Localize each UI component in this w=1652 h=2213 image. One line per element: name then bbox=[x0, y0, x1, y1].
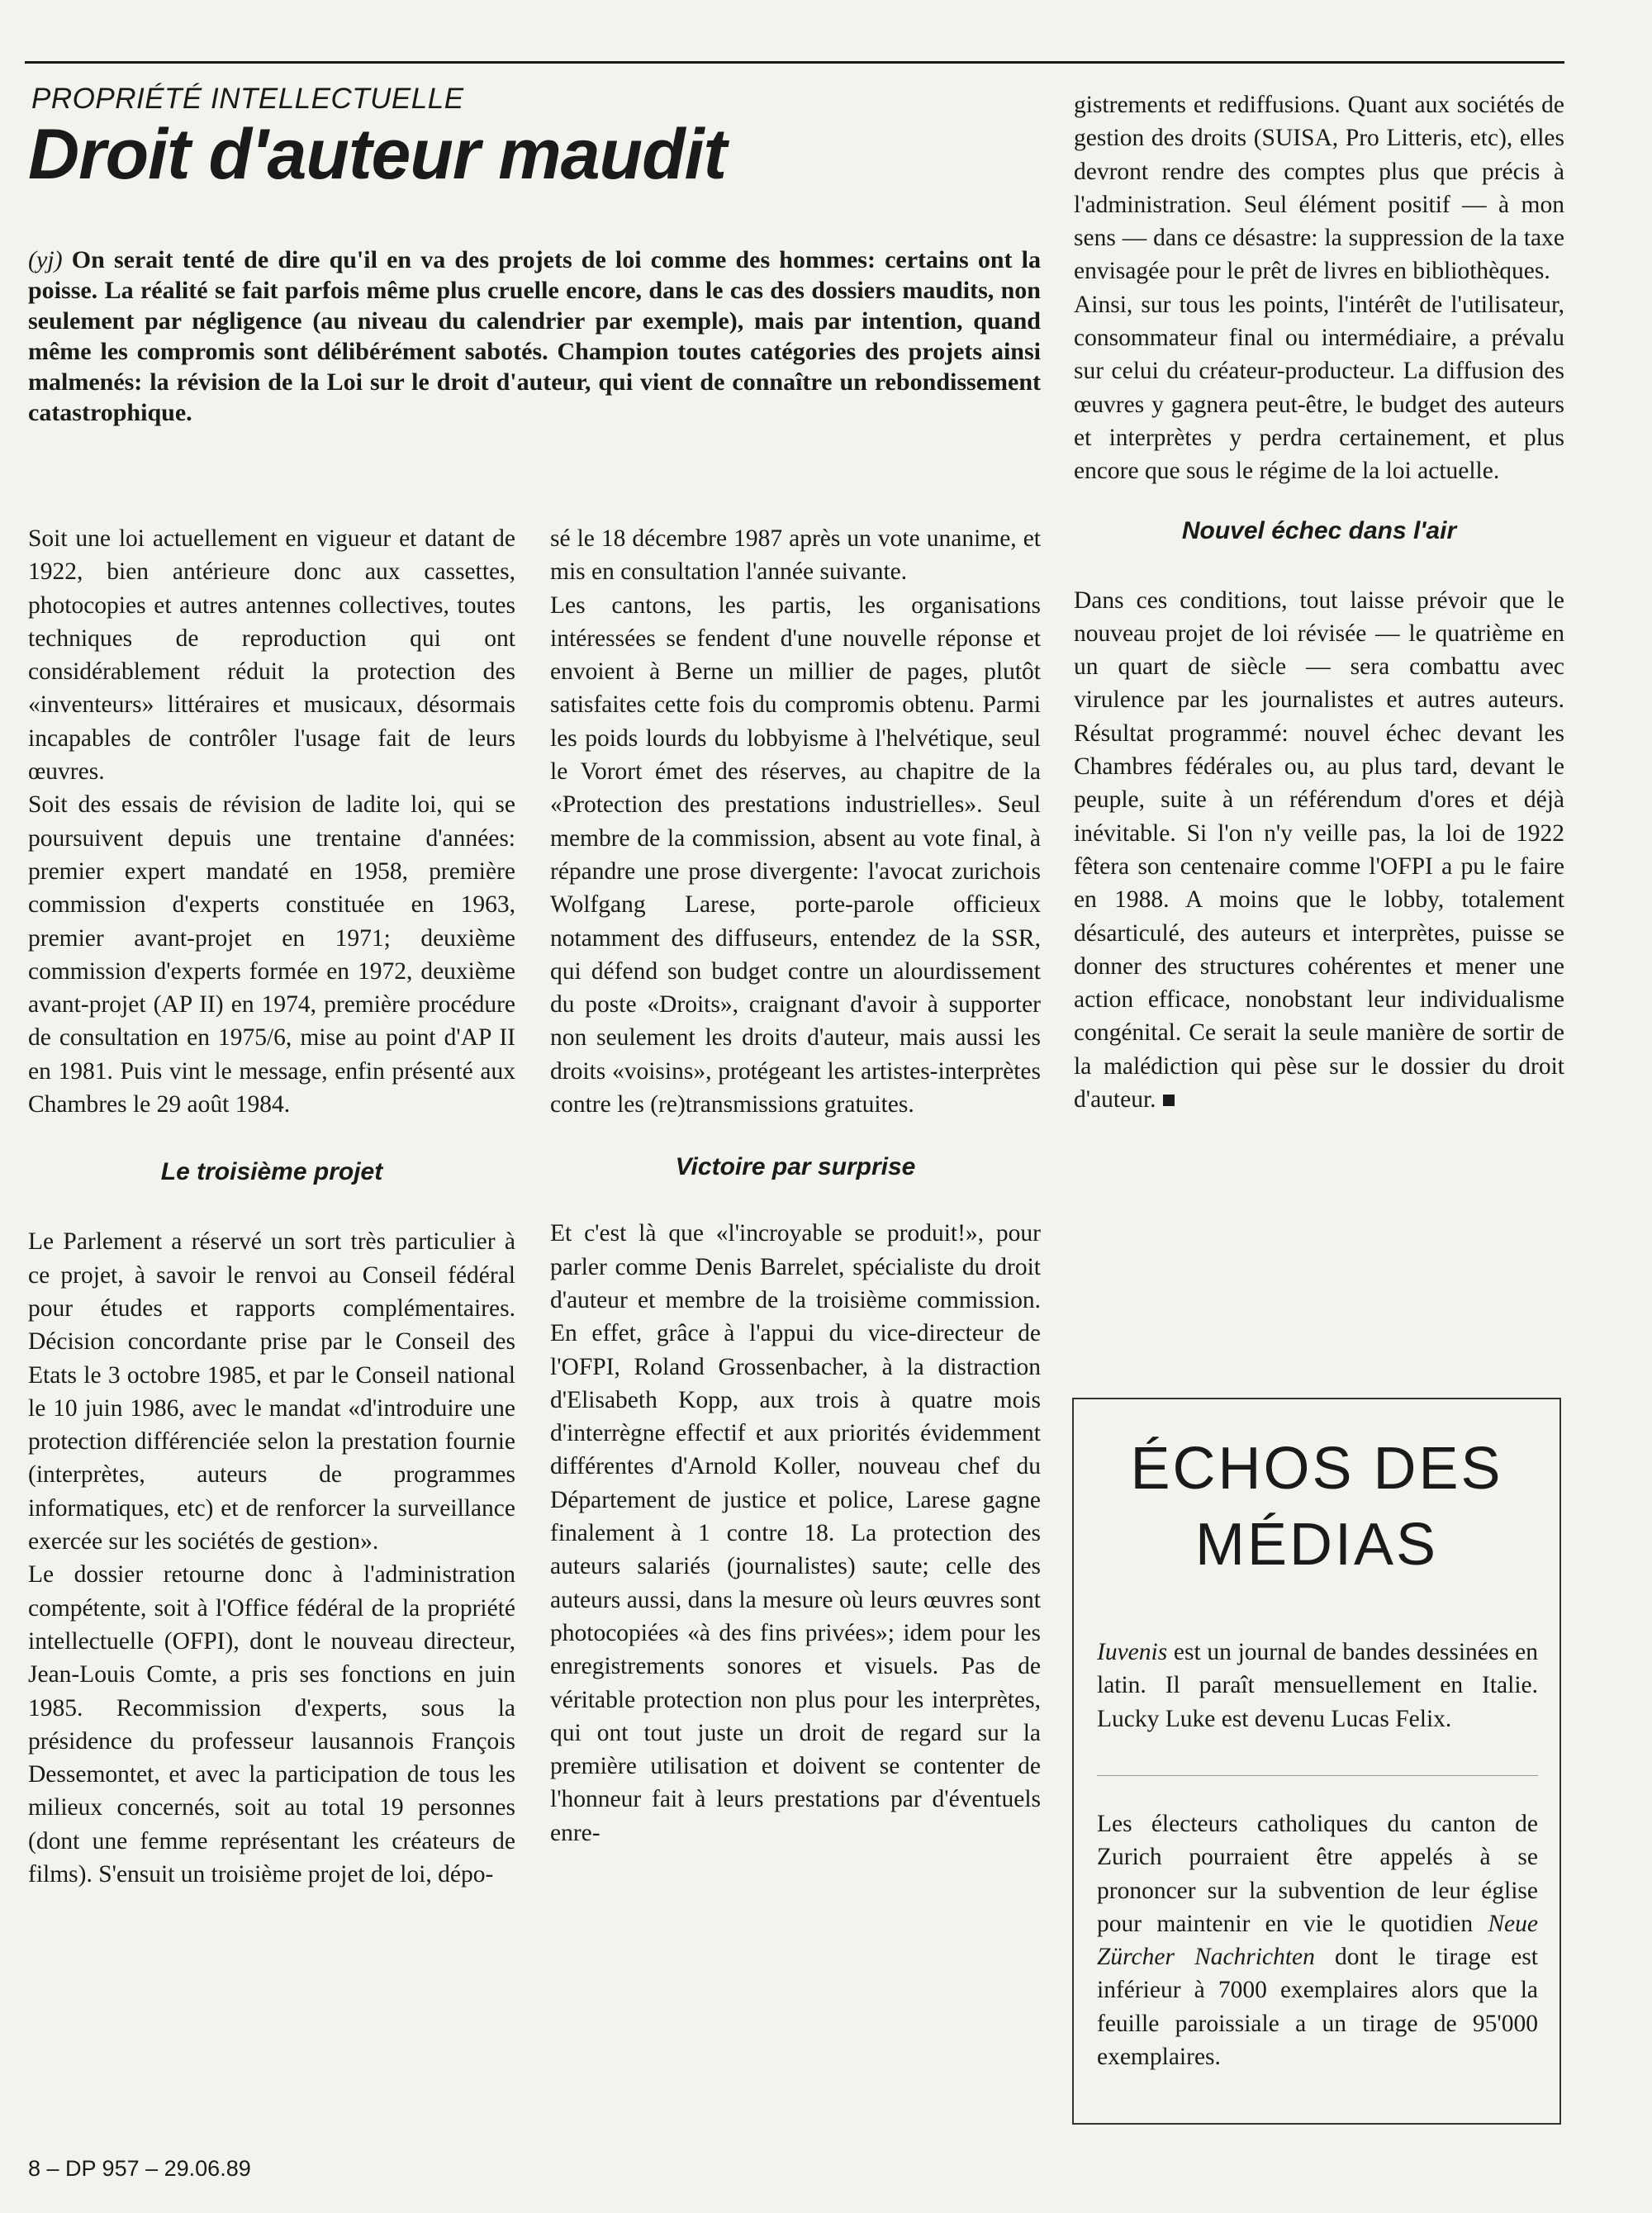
box-news-item bbox=[1097, 1807, 1538, 2073]
box-item-text: Les électeurs catholiques du canton de Zurich pourraient être appelés à se prononcer sur la subvention de leur église pour maintenir en vie le quotidien bbox=[1097, 1811, 1538, 1937]
column-3 bbox=[1074, 88, 1564, 1116]
box-title bbox=[1074, 1431, 1559, 1583]
box-title-line: ÉCHOS DES bbox=[1130, 1436, 1503, 1502]
top-rule bbox=[25, 61, 1564, 64]
page-footer: 8 – DP 957 – 29.06.89 bbox=[28, 2156, 251, 2181]
box-item-text: est un journal de bandes dessinées en latin. Il paraît mensuellement en Italie. Lucky Luke est devenu Lucas Felix. bbox=[1097, 1639, 1538, 1732]
paragraph: Ainsi, sur tous les points, l'intérêt de l'utilisateur, consommateur final ou intermédiaire, a prévalu sur celui du créateur-producteur. La diffusion des œuvres y gagnera peut-être, le budget des auteurs et interprètes y perdra certainement, et plus encore que sous le régime de la loi actuelle. bbox=[1074, 291, 1564, 485]
lede-text: On serait tenté de dire qu'il en va des projets de loi comme des hommes: certains ont la poisse. La réalité se fait parfois même plus cruelle encore, dans le cas des dossiers maudits, non seulement par négligence (au niveau du calendrier par exemple), mais par intention, quand même les compromis sont délibérément sabotés. Champion toutes catégories des projets ainsi malmenés: la révision de la Loi sur le droit d'auteur, qui vient de connaître un rebondissement catastrophique. bbox=[28, 246, 1042, 426]
subheading: Victoire par surprise bbox=[675, 1153, 916, 1181]
box-title-line: MÉDIAS bbox=[1194, 1512, 1439, 1578]
paragraph-final bbox=[1074, 584, 1564, 1117]
author-initials: (yj) bbox=[28, 246, 63, 273]
column-2 bbox=[550, 522, 1041, 1850]
end-of-article-square-icon bbox=[1163, 1095, 1175, 1106]
box-news-item bbox=[1097, 1636, 1538, 1736]
box-item-text: dont le tirage est inférieur à 7000 exemplaires alors que la feuille paroissiale a un tirage de 95'000 exemplaires. bbox=[1097, 1944, 1538, 2071]
paragraph-text: Dans ces conditions, tout laisse prévoir que le nouveau projet de loi révisée — le quatrième en un quart de siècle — sera combattu avec virulence par les journalistes et autres auteurs. Résultat programmé: nouvel échec devant les Chambres fédérales ou, au plus tard, devant le peuple, suite à un référendum d'ores et déjà inévitable. Si l'on n'y veille pas, la loi de 1922 fêtera son centenaire comme l'OFPI a pu le faire en 1988. A moins que le lobby, totalement désarticulé, des auteurs et interprètes, puisse se donner des structures cohérentes et mener une action efficace, nonobstant leur individualisme congénital. Ce serait la seule manière de sortir de la malédiction qui pèse sur le dossier du droit d'auteur. bbox=[1074, 586, 1564, 1114]
article-lede bbox=[28, 245, 1041, 428]
paragraph: sé le 18 décembre 1987 après un vote unanime, et mis en consultation l'année suivante. bbox=[550, 525, 1041, 586]
publication-name: Iuvenis bbox=[1097, 1639, 1168, 1665]
paragraph: Soit une loi actuellement en vigueur et datant de 1922, bien antérieure donc aux cassettes, photocopies et autres antennes collectives, toutes techniques de reproduction qui ont considérablement réduit la protection des «inventeurs» littéraires et musicaux, désormais incapables de contrôler l'usage fait de leurs œuvres. bbox=[28, 525, 515, 786]
section-kicker: PROPRIÉTÉ INTELLECTUELLE bbox=[31, 83, 464, 115]
media-echoes-box bbox=[1072, 1398, 1561, 2125]
paragraph: Soit des essais de révision de ladite loi, qui se poursuivent depuis une trentaine d'années: premier expert mandaté en 1958, première commission d'experts constituée en 1963, premier avant-projet en 1971; deuxième commission d'experts formée en 1972, deuxième avant-projet (AP II) en 1974, première procédure de consultation en 1975/6, mise au point d'AP II en 1981. Puis vint le message, enfin présenté aux Chambres le 29 août 1984. bbox=[28, 791, 515, 1118]
paragraph: Le dossier retourne donc à l'administration compétente, soit à l'Office fédéral de la propriété intellectuelle (OFPI), dont le nouveau directeur, Jean-Louis Comte, a pris ses fonctions en juin 1985. Recommission d'experts, sous la présidence du professeur lausannois François Dessemontet, et avec la participation de tous les milieux concernés, soit au total 19 personnes (dont une femme représentant les créateurs de films). S'ensuit un troisième projet de loi, dépo- bbox=[28, 1561, 515, 1888]
subheading: Nouvel échec dans l'air bbox=[1181, 516, 1457, 544]
paragraph: Et c'est là que «l'incroyable se produit!», pour parler comme Denis Barrelet, spécialiste du droit d'auteur et membre de la troisième commission. En effet, grâce à l'appui du vice-directeur de l'OFPI, Roland Grossenbacher, à la distraction d'Elisabeth Kopp, aux trois à quatre mois d'interrègne effectif et aux priorités évidemment différentes d'Arnold Koller, nouveau chef du Département de justice et police, Larese gagne finalement à 1 contre 18. La protection des auteurs salariés (journalistes) saute; celle des auteurs aussi, dans la mesure où leurs œuvres sont photocopiées «à des fins privées»; idem pour les enregistrements sonores et visuels. Pas de véritable protection non plus pour les interprètes, qui ont tout juste un droit de regard sur la première utilisation et doivent se contenter de l'honneur fait à leurs prestations par d'éventuels enre- bbox=[550, 1220, 1041, 1846]
subheading: Le troisième projet bbox=[160, 1158, 383, 1186]
paragraph: gistrements et rediffusions. Quant aux sociétés de gestion des droits (SUISA, Pro Litteris, etc), elles devront rendre des comptes plus que précis à l'administration. Seul élément positif — à mon sens — dans ce désastre: la suppression de la taxe envisagée pour le prêt de livres en bibliothèques. bbox=[1074, 92, 1564, 285]
article-title: Droit d'auteur maudit bbox=[28, 115, 727, 194]
paragraph: Le Parlement a réservé un sort très particulier à ce projet, à savoir le renvoi au Conseil fédéral pour études et rapports complémentaires. Décision concordante prise par le Conseil des Etats le 3 octobre 1985, et par le Conseil national le 10 juin 1986, avec le mandat «d'introduire une protection différenciée selon la prestation fournie (interprètes, auteurs de programmes informatiques, etc) et de renforcer la surveillance exercée sur les sociétés de gestion». bbox=[28, 1228, 515, 1555]
box-divider bbox=[1097, 1775, 1538, 1776]
publication-name: Neue Zürcher Nachrichten bbox=[1097, 1910, 1538, 1971]
column-1 bbox=[28, 522, 515, 1891]
paragraph: Les cantons, les partis, les organisations intéressées se fendent d'une nouvelle réponse et envoient à Berne un millier de pages, plutôt satisfaites cette fois du compromis obtenu. Parmi les poids lourds du lobbyisme à l'helvétique, seul le Vorort émet des réserves, au chapitre de la «Protection des prestations industrielles». Seul membre de la commission, absent au vote final, à répandre une prose divergente: l'avocat zurichois Wolfgang Larese, porte-parole officieux notamment des diffuseurs, entendez de la SSR, qui défend son budget contre un alourdissement du poste «Droits», craignant d'avoir à supporter non seulement les droits d'auteur, mais aussi les droits «voisins», protégeant les artistes-interprètes contre les (re)transmissions gratuites. bbox=[550, 591, 1041, 1118]
